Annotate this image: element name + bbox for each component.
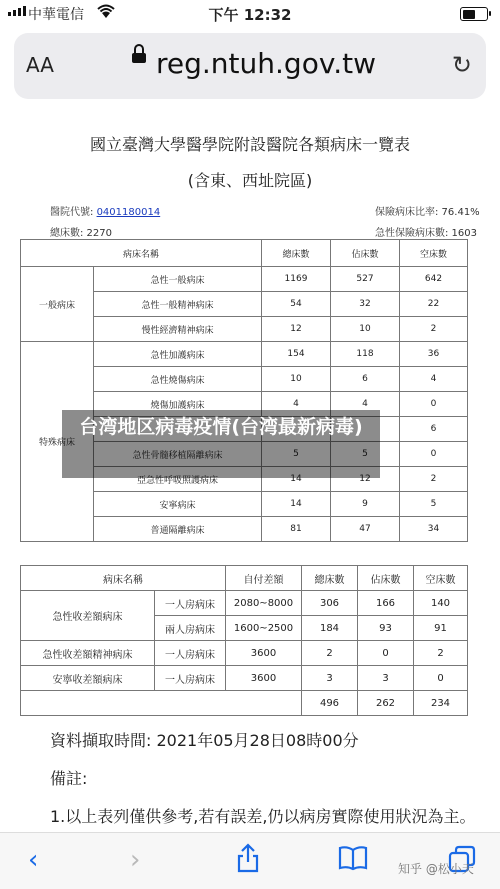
col-header: 空床數 xyxy=(414,566,468,591)
col-header: 總床數 xyxy=(262,240,331,267)
battery-icon xyxy=(460,7,488,21)
col-header: 病床名稱 xyxy=(21,566,226,591)
hospital-code xyxy=(50,203,160,218)
cell: 3600 xyxy=(226,666,302,691)
cell: 34 xyxy=(400,517,468,542)
cell: 普通隔離病床 xyxy=(94,517,262,542)
cell: 0 xyxy=(414,666,468,691)
cell: 0 xyxy=(358,641,414,666)
clock: 下午 12:32 xyxy=(208,6,292,24)
cell: 5 xyxy=(331,442,400,467)
page-subtitle: (含東、西址院區) xyxy=(187,171,313,190)
address-bar[interactable] xyxy=(14,33,486,99)
cell: 47 xyxy=(331,517,400,542)
cell: 36 xyxy=(400,342,468,367)
cell: 急性燒傷病床 xyxy=(94,367,262,392)
bed-table xyxy=(20,239,468,542)
cell: 91 xyxy=(414,616,468,641)
cell: 3600 xyxy=(226,641,302,666)
cell: 154 xyxy=(262,342,331,367)
cell: 81 xyxy=(262,517,331,542)
table-row xyxy=(21,591,468,616)
cell: 安寧病床 xyxy=(94,492,262,517)
cell: 兩人房病床 xyxy=(155,616,226,641)
table-row xyxy=(21,641,468,666)
lock-icon xyxy=(132,53,146,63)
cell: 急性一般精神病床 xyxy=(94,292,262,317)
cell: 3 xyxy=(302,666,358,691)
cell: 急性一般病床 xyxy=(94,267,262,292)
cell: 166 xyxy=(358,591,414,616)
cell: 10 xyxy=(262,367,331,392)
cell: 一人房病床 xyxy=(155,641,226,666)
text-size-button[interactable]: AA xyxy=(26,53,54,77)
cell: 2 xyxy=(302,641,358,666)
col-header: 病床名稱 xyxy=(21,240,262,267)
cell: 2 xyxy=(400,317,468,342)
cell: 1169 xyxy=(262,267,331,292)
table-row xyxy=(21,342,468,367)
table-row xyxy=(21,691,468,716)
cell: 32 xyxy=(331,292,400,317)
insured-ratio: 保險病床比率: 76.41% xyxy=(375,207,480,218)
cell: 22 xyxy=(400,292,468,317)
url-text[interactable]: reg.ntuh.gov.tw xyxy=(156,47,376,80)
cell: 急性收差額病床 xyxy=(21,591,155,641)
cell: 93 xyxy=(358,616,414,641)
col-header: 佔床數 xyxy=(358,566,414,591)
cell: 10 xyxy=(331,317,400,342)
table-header-row xyxy=(21,240,468,267)
table-row xyxy=(21,267,468,292)
reload-icon[interactable]: ↻ xyxy=(451,51,472,79)
cell: 亞急性呼吸照護病床 xyxy=(94,467,262,492)
cell: 2 xyxy=(400,467,468,492)
table-header-row xyxy=(21,566,468,591)
carrier-label: 中華電信 xyxy=(28,7,84,23)
caption-overlay xyxy=(62,410,380,478)
col-header: 自付差額 xyxy=(226,566,302,591)
cell: 4 xyxy=(262,392,331,417)
cell: 4 xyxy=(331,392,400,417)
cell: 140 xyxy=(414,591,468,616)
cell: 262 xyxy=(358,691,414,716)
cell: 54 xyxy=(262,292,331,317)
cell: 9 xyxy=(331,492,400,517)
cell: 184 xyxy=(302,616,358,641)
table-row xyxy=(21,666,468,691)
cell: 3 xyxy=(358,666,414,691)
group-label: 特殊病床 xyxy=(21,342,94,542)
caption-text: 台湾地区病毒疫情(台湾最新病毒) xyxy=(79,416,363,438)
differential-bed-table xyxy=(20,565,468,716)
forward-icon[interactable]: › xyxy=(130,845,141,875)
cell: 6 xyxy=(331,367,400,392)
hospital-code-link[interactable]: 0401180014 xyxy=(96,207,161,218)
cell: 234 xyxy=(414,691,468,716)
cell xyxy=(21,691,302,716)
retrieved-time: 資料擷取時間: 2021年05月28日08時00分 xyxy=(50,731,359,750)
cell: 14 xyxy=(262,467,331,492)
cell: 5 xyxy=(400,492,468,517)
cell: 一人房病床 xyxy=(155,666,226,691)
status-bar xyxy=(0,0,500,26)
cell: 306 xyxy=(302,591,358,616)
page-title: 國立臺灣大學醫學院附設醫院各類病床一覽表 xyxy=(89,135,410,154)
cell: 2080~8000 xyxy=(226,591,302,616)
remark-text: 1.以上表列僅供參考,若有誤差,仍以病房實際使用狀況為主。 xyxy=(50,807,476,826)
remarks-label: 備註: xyxy=(50,769,88,788)
cell: 118 xyxy=(331,342,400,367)
acute-insured-beds: 急性保險病床數: 1603 xyxy=(375,228,477,239)
cell: 急性加護病床 xyxy=(94,342,262,367)
col-header: 佔床數 xyxy=(331,240,400,267)
cell: 1600~2500 xyxy=(226,616,302,641)
cell: 一人房病床 xyxy=(155,591,226,616)
cell: 0 xyxy=(400,392,468,417)
back-icon[interactable]: ‹ xyxy=(28,845,39,875)
cell: 12 xyxy=(262,317,331,342)
cell: 527 xyxy=(331,267,400,292)
cell: 2 xyxy=(414,641,468,666)
share-icon[interactable] xyxy=(235,843,261,880)
cell: 0 xyxy=(400,442,468,467)
cell: 燒傷加護病床 xyxy=(94,392,262,417)
watermark: 知乎 @松小天 xyxy=(398,862,474,876)
cell: 5 xyxy=(262,442,331,467)
bookmarks-icon[interactable] xyxy=(338,845,368,878)
cell: 急性骨髓移植隔離病床 xyxy=(94,442,262,467)
cell: 496 xyxy=(302,691,358,716)
cell: 4 xyxy=(400,367,468,392)
hospital-code-label: 醫院代號: xyxy=(50,207,94,218)
cell: 14 xyxy=(262,492,331,517)
col-header: 空床數 xyxy=(400,240,468,267)
group-label: 一般病床 xyxy=(21,267,94,342)
total-beds: 總床數: 2270 xyxy=(50,228,112,239)
cell: 12 xyxy=(331,467,400,492)
cell: 慢性經濟精神病床 xyxy=(94,317,262,342)
cell: 急性收差額精神病床 xyxy=(21,641,155,666)
cell: 安寧收差額病床 xyxy=(21,666,155,691)
cell: 6 xyxy=(400,417,468,442)
cell: 642 xyxy=(400,267,468,292)
col-header: 總床數 xyxy=(302,566,358,591)
